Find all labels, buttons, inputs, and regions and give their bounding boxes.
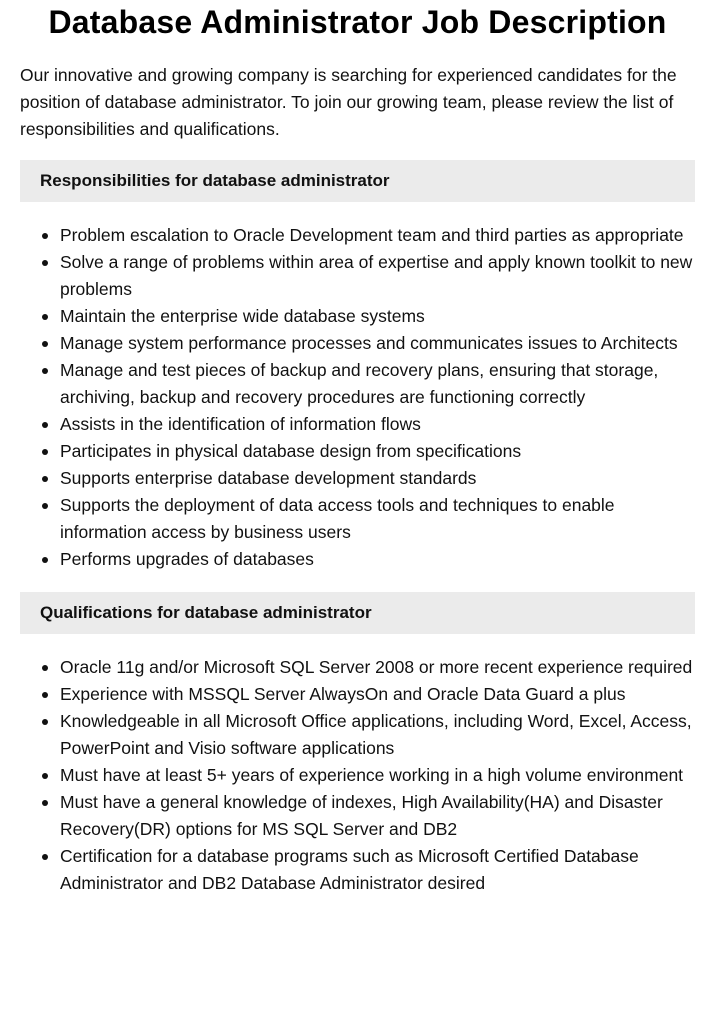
bullet-icon xyxy=(42,557,48,563)
section-heading: Qualifications for database administrator xyxy=(40,603,372,622)
list-item xyxy=(20,681,695,708)
bullet-icon xyxy=(42,341,48,347)
section-header-responsibilities xyxy=(20,160,695,202)
list-item xyxy=(20,330,695,357)
list-item-text: Manage and test pieces of backup and recovery plans, ensuring that storage, archiving, backup and recovery procedures are functioning correctly xyxy=(60,360,659,407)
list-item-text: Must have at least 5+ years of experience working in a high volume environment xyxy=(60,765,684,785)
list-item xyxy=(20,843,695,897)
list-item xyxy=(20,492,695,546)
list-item-text: Performs upgrades of databases xyxy=(60,549,314,569)
list-item-text: Supports the deployment of data access tools and techniques to enable information access by business users xyxy=(60,495,615,542)
list-item xyxy=(20,789,695,843)
bullet-icon xyxy=(42,233,48,239)
responsibilities-section xyxy=(20,160,695,573)
list-item xyxy=(20,762,695,789)
list-item-text: Must have a general knowledge of indexes, High Availability(HA) and Disaster Recovery(DR) options for MS SQL Server and DB2 xyxy=(60,792,663,839)
list-item-text: Certification for a database programs such as Microsoft Certified Database Administrator and DB2 Database Administrator desired xyxy=(60,846,639,893)
list-item-text: Solve a range of problems within area of expertise and apply known toolkit to new problems xyxy=(60,252,693,299)
list-item xyxy=(20,249,695,303)
page-title: Database Administrator Job Description xyxy=(48,4,667,40)
bullet-icon xyxy=(42,260,48,266)
list-item-text: Problem escalation to Oracle Development team and third parties as appropriate xyxy=(60,225,684,245)
list-item-text: Knowledgeable in all Microsoft Office applications, including Word, Excel, Access, PowerPoint and Visio software applications xyxy=(60,711,692,758)
list-item-text: Manage system performance processes and communicates issues to Architects xyxy=(60,333,678,353)
list-item xyxy=(20,303,695,330)
list-item-text: Experience with MSSQL Server AlwaysOn and Oracle Data Guard a plus xyxy=(60,684,626,704)
bullet-icon xyxy=(42,449,48,455)
intro-paragraph: Our innovative and growing company is searching for experienced candidates for the position of database administrator. To join our growing team, please review the list of responsibilities and qualifications. xyxy=(20,65,677,139)
bullet-icon xyxy=(42,719,48,725)
list-item-text: Supports enterprise database development standards xyxy=(60,468,477,488)
list-item xyxy=(20,654,695,681)
bullet-icon xyxy=(42,854,48,860)
list-item-text: Oracle 11g and/or Microsoft SQL Server 2008 or more recent experience required xyxy=(60,657,693,677)
bullet-icon xyxy=(42,368,48,374)
list-item xyxy=(20,546,695,573)
bullet-icon xyxy=(42,692,48,698)
list-item-text: Assists in the identification of information flows xyxy=(60,414,421,434)
bullet-icon xyxy=(42,665,48,671)
bullet-icon xyxy=(42,314,48,320)
list-item xyxy=(20,438,695,465)
qualifications-list xyxy=(20,654,695,897)
list-item xyxy=(20,411,695,438)
section-header-qualifications xyxy=(20,592,695,634)
bullet-icon xyxy=(42,800,48,806)
qualifications-section xyxy=(20,592,695,897)
bullet-icon xyxy=(42,773,48,779)
list-item xyxy=(20,357,695,411)
list-item xyxy=(20,222,695,249)
section-heading: Responsibilities for database administrator xyxy=(40,171,390,190)
list-item xyxy=(20,708,695,762)
list-item-text: Maintain the enterprise wide database systems xyxy=(60,306,425,326)
bullet-icon xyxy=(42,422,48,428)
bullet-icon xyxy=(42,503,48,509)
bullet-icon xyxy=(42,476,48,482)
list-item xyxy=(20,465,695,492)
list-item-text: Participates in physical database design from specifications xyxy=(60,441,522,461)
responsibilities-list xyxy=(20,222,695,573)
